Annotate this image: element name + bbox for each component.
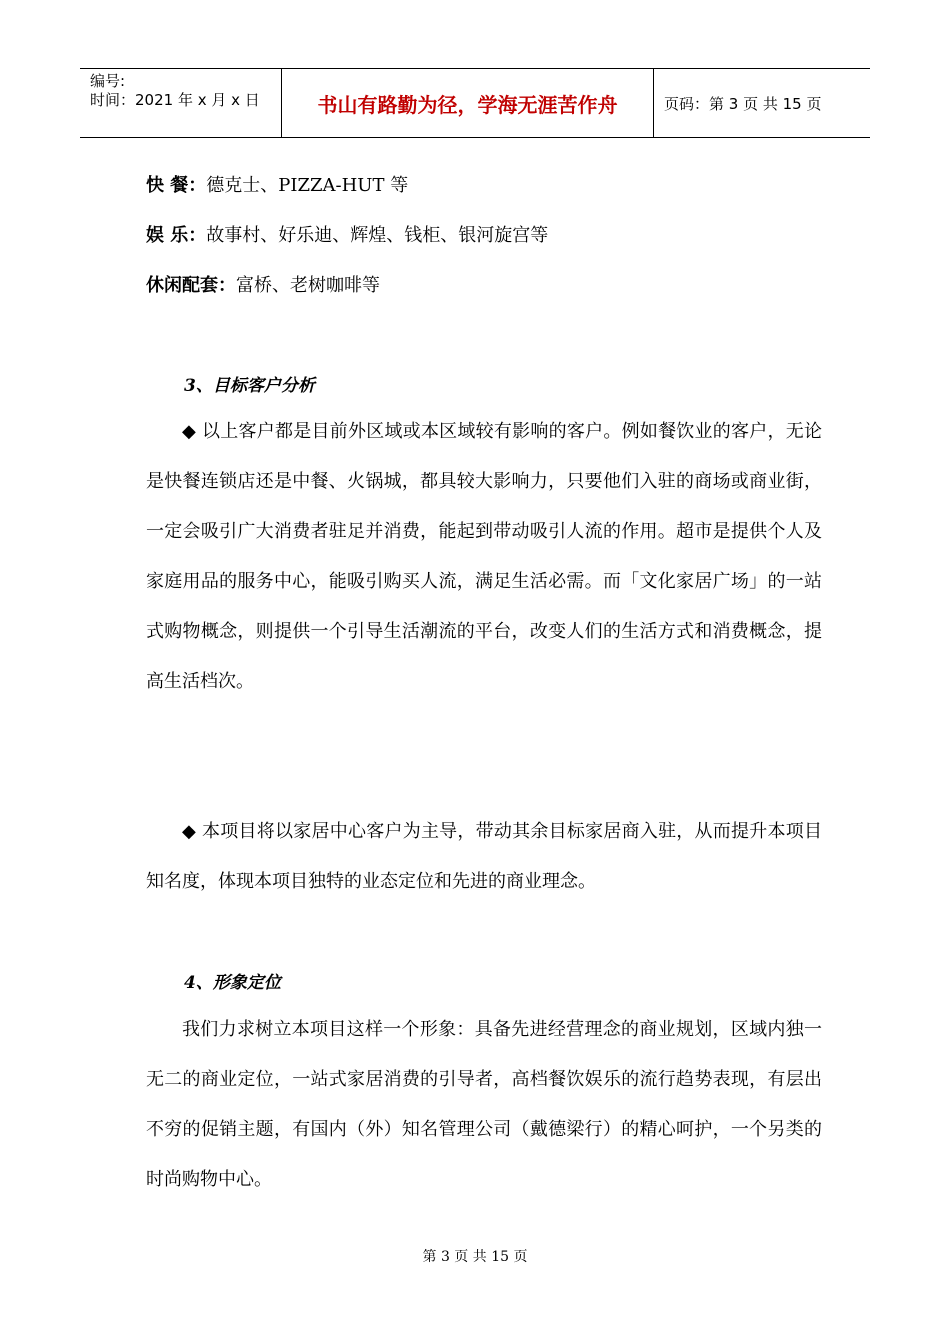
page-footer: 第 3 页 共 15 页 xyxy=(422,1249,528,1265)
page-info: 页码：第 3 页 共 15 页 xyxy=(664,94,822,113)
time-label: 时间：2021 年 x 月 x 日 xyxy=(90,91,260,109)
number-label: 编号: xyxy=(90,72,126,90)
tenant-line-leisure xyxy=(146,271,380,297)
tenant-value: 富桥、老树咖啡等 xyxy=(236,275,380,296)
tenant-label: 快 餐： xyxy=(146,175,207,196)
tenant-line-entertainment xyxy=(146,221,548,247)
header-left-cell xyxy=(80,69,282,137)
tenant-value: 德克士、PIZZA-HUT 等 xyxy=(206,175,409,196)
section-3-title: 3、目标客户分析 xyxy=(184,376,315,396)
tenant-value: 故事村、好乐迪、辉煌、钱柜、银河旋宫等 xyxy=(206,225,549,246)
section-3-paragraph-1: ◆ 以上客户都是目前外区域或本区域较有影响的客户。例如餐饮业的客户，无论是快餐连锁店还是中餐、火锅城，都具较大影响力，只要他们入驻的商场或商业街，一定会吸引广大消费者驻足并消费，能起到带动吸引人流的作用。超市是提供个人及家庭用品的服务中心，能吸引购买人流，满足生活必需。而「文化家居广场」的一站式购物概念，则提供一个引导生活潮流的平台，改变人们的生活方式和消费概念，提高生活档次。 xyxy=(146,421,822,692)
tenant-label: 休闲配套： xyxy=(146,275,236,296)
section-3-paragraph-2: ◆ 本项目将以家居中心客户为主导，带动其余目标家居商入驻，从而提升本项目知名度，体现本项目独特的业态定位和先进的商业理念。 xyxy=(146,821,822,892)
section-4-paragraph-1: 我们力求树立本项目这样一个形象：具备先进经营理念的商业规划，区域内独一无二的商业定位，一站式家居消费的引导者，高档餐饮娱乐的流行趋势表现，有层出不穷的促销主题，有国内（外）知名管理公司（戴德梁行）的精心呵护，一个另类的时尚购物中心。 xyxy=(146,1019,822,1190)
tenant-label: 娱 乐： xyxy=(146,225,207,246)
section-4-title: 4、形象定位 xyxy=(184,973,281,993)
tenant-line-fastfood xyxy=(146,171,408,197)
header-table xyxy=(80,68,870,138)
motto: 书山有路勤为径，学海无涯苦作舟 xyxy=(282,69,654,137)
